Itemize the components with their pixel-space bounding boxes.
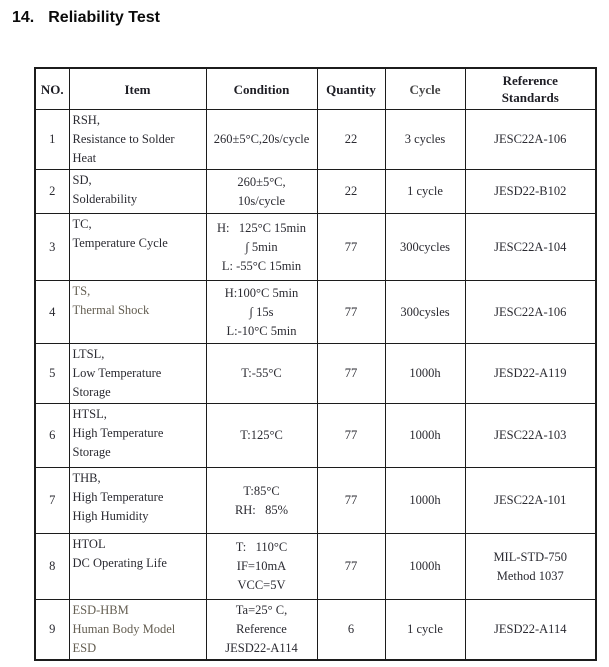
item-line: Temperature Cycle [72, 236, 168, 250]
cell-reference-standard [465, 534, 596, 600]
cell-cycle: 300cysles [385, 281, 465, 344]
condition-line: JESD22-A114 [225, 641, 298, 655]
condition-line: 260±5°C, [237, 174, 286, 189]
reference-line: JESC22A-101 [494, 493, 567, 507]
cell-quantity: 77 [317, 404, 385, 468]
item-line: ESD-HBM [72, 603, 129, 617]
cell-item [69, 281, 206, 344]
condition-line: Ta=25° C, [235, 603, 288, 617]
col-header-quantity [317, 68, 385, 110]
cell-item [69, 214, 206, 281]
item-line: RSH, [72, 113, 100, 127]
condition-line: Reference [236, 622, 287, 636]
cell-condition [206, 110, 317, 170]
table-header-row [35, 68, 596, 110]
table-row [35, 110, 596, 170]
reference-line: Method 1037 [496, 568, 564, 583]
col-header-item [69, 68, 206, 110]
condition-line: T: 110°C [235, 540, 288, 554]
reliability-test-table [34, 67, 597, 661]
item-line: High Temperature [72, 490, 164, 504]
item-line: HTSL, [72, 407, 107, 421]
reference-line: JESD22-A119 [494, 366, 567, 380]
cell-no: 4 [35, 281, 69, 344]
cell-quantity: 77 [317, 214, 385, 281]
cell-reference-standard [465, 281, 596, 344]
cell-no: 6 [35, 404, 69, 468]
cell-quantity: 22 [317, 170, 385, 214]
condition-line: T:125°C [240, 428, 283, 442]
cell-condition [206, 170, 317, 214]
item-line: High Humidity [72, 509, 149, 523]
condition-line: H: 125°C 15min [216, 220, 307, 235]
item-line: LTSL, [72, 347, 105, 361]
item-line: ESD [72, 641, 97, 655]
section-title-text: Reliability Test [48, 9, 160, 26]
table-row [35, 600, 596, 661]
cell-cycle: 1000h [385, 534, 465, 600]
cell-condition [206, 214, 317, 281]
condition-line: 260±5°C,20s/cycle [213, 132, 310, 146]
cell-quantity: 77 [317, 534, 385, 600]
item-line: THB, [72, 471, 101, 485]
condition-line: VCC=5V [237, 578, 286, 592]
col-header-cycle [385, 68, 465, 110]
condition-line: L: -55°C 15min [221, 258, 302, 273]
item-line: Storage [72, 445, 111, 459]
condition-line: ∫ 15s [249, 304, 274, 319]
cell-item [69, 468, 206, 534]
item-line: Storage [72, 385, 111, 399]
item-line: High Temperature [72, 426, 164, 440]
col-header-no [35, 68, 69, 110]
cell-cycle: 300cycles [385, 214, 465, 281]
cell-condition [206, 468, 317, 534]
col-header-condition [206, 68, 317, 110]
cell-item [69, 110, 206, 170]
cell-no: 3 [35, 214, 69, 281]
section-title [12, 8, 609, 28]
table-row [35, 214, 596, 281]
cell-quantity: 6 [317, 600, 385, 661]
cell-reference-standard [465, 344, 596, 404]
condition-line: L:-10°C 5min [226, 323, 297, 338]
cell-condition [206, 344, 317, 404]
cell-cycle: 1 cycle [385, 170, 465, 214]
cell-item [69, 170, 206, 214]
cell-no: 1 [35, 110, 69, 170]
cell-no: 7 [35, 468, 69, 534]
cell-item [69, 404, 206, 468]
col-header-reference [465, 68, 596, 110]
col-header-line: Condition [233, 81, 290, 97]
reference-line: JESC22A-103 [494, 428, 567, 442]
item-line: Resistance to Solder [72, 132, 175, 146]
cell-quantity: 77 [317, 344, 385, 404]
condition-line: IF=10mA [236, 559, 287, 573]
cell-no: 8 [35, 534, 69, 600]
col-header-line: NO. [40, 81, 64, 97]
cell-condition [206, 404, 317, 468]
cell-cycle: 1000h [385, 404, 465, 468]
cell-quantity: 77 [317, 468, 385, 534]
cell-reference-standard [465, 170, 596, 214]
condition-line: 10s/cycle [237, 193, 286, 208]
condition-line: RH: 85% [234, 502, 289, 517]
item-line: HTOL [72, 537, 106, 551]
cell-item [69, 534, 206, 600]
col-header-line: Cycle [409, 81, 441, 97]
item-line: SD, [72, 173, 92, 187]
item-line: Thermal Shock [72, 303, 150, 317]
cell-cycle: 3 cycles [385, 110, 465, 170]
item-line: Solderability [72, 192, 138, 206]
condition-line: T:-55°C [241, 366, 282, 380]
cell-condition [206, 281, 317, 344]
cell-no: 2 [35, 170, 69, 214]
reference-line: JESC22A-106 [494, 304, 567, 319]
reference-line: JESD22-B102 [494, 184, 567, 198]
table-row [35, 534, 596, 600]
col-header-line: Item [124, 81, 151, 97]
cell-reference-standard [465, 404, 596, 468]
condition-line: T:85°C [243, 483, 280, 498]
reference-line: JESC22A-106 [494, 132, 567, 146]
reference-line: JESD22-A114 [494, 622, 567, 636]
item-line: Human Body Model [72, 622, 176, 636]
item-line: Heat [72, 151, 97, 165]
cell-no: 9 [35, 600, 69, 661]
item-line: DC Operating Life [72, 556, 167, 570]
table-row [35, 281, 596, 344]
item-line: Low Temperature [72, 366, 162, 380]
section-number: 14. [12, 9, 35, 26]
cell-quantity: 22 [317, 110, 385, 170]
cell-reference-standard [465, 110, 596, 170]
table-row [35, 170, 596, 214]
table-row [35, 468, 596, 534]
col-header-line: Reference [502, 73, 558, 88]
item-line: TS, [72, 284, 91, 298]
cell-cycle: 1000h [385, 468, 465, 534]
cell-cycle: 1000h [385, 344, 465, 404]
cell-quantity: 77 [317, 281, 385, 344]
cell-item [69, 600, 206, 661]
reference-line: MIL-STD-750 [493, 549, 568, 564]
cell-cycle: 1 cycle [385, 600, 465, 661]
table-row [35, 344, 596, 404]
cell-no: 5 [35, 344, 69, 404]
condition-line: ∫ 5min [245, 239, 278, 254]
condition-line: H:100°C 5min [224, 285, 299, 300]
cell-reference-standard [465, 214, 596, 281]
table-row [35, 404, 596, 468]
reference-line: JESC22A-104 [494, 239, 567, 254]
item-line: TC, [72, 217, 92, 231]
col-header-line: Quantity [326, 81, 376, 97]
cell-reference-standard [465, 600, 596, 661]
cell-condition [206, 600, 317, 661]
cell-reference-standard [465, 468, 596, 534]
cell-item [69, 344, 206, 404]
cell-condition [206, 534, 317, 600]
col-header-line: Standards [501, 90, 559, 105]
